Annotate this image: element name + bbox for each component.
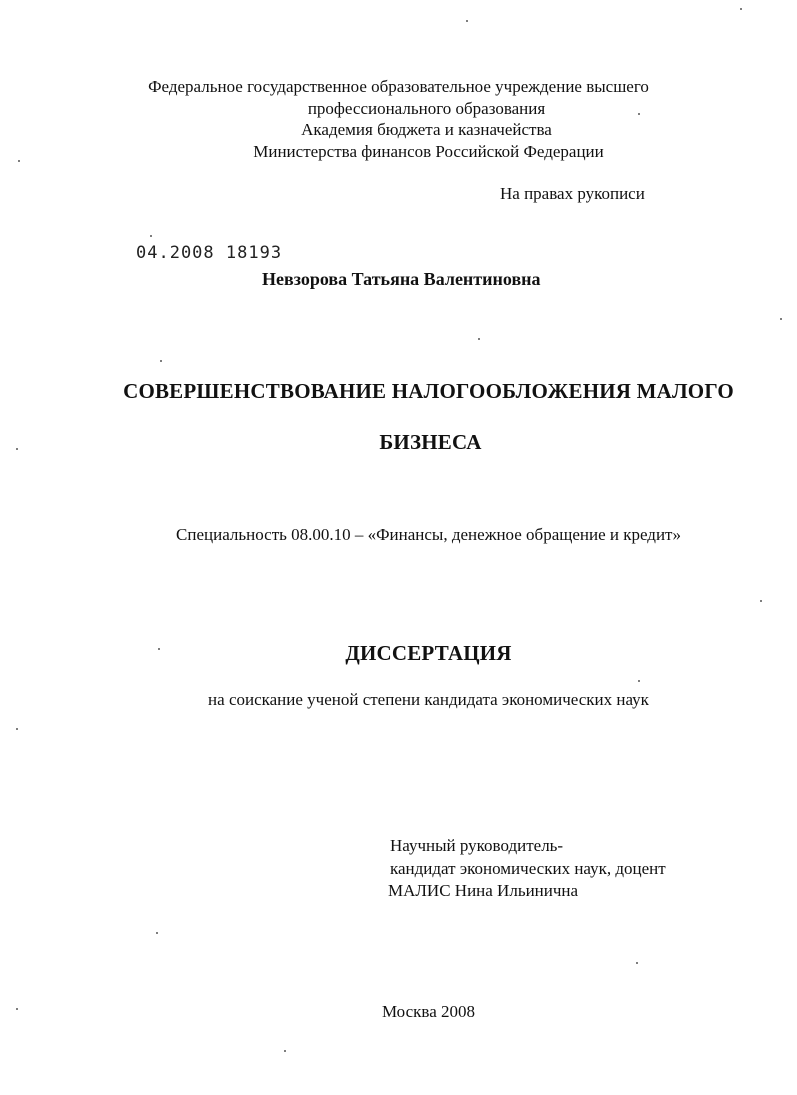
scan-speck — [760, 600, 762, 602]
scan-speck — [636, 962, 638, 964]
supervisor-line-3: МАЛИС Нина Ильинична — [388, 881, 579, 900]
supervisor-line-1: Научный руководитель- — [390, 836, 564, 855]
scan-speck — [478, 338, 480, 340]
scan-speck — [16, 1008, 18, 1010]
scan-speck — [638, 113, 640, 115]
scan-speck — [740, 8, 742, 10]
scan-speck — [16, 448, 18, 450]
scan-speck — [156, 932, 158, 934]
scan-speck — [160, 360, 162, 362]
registration-number: 04.2008 18193 — [136, 243, 283, 263]
institution-line-1: Федеральное государственное образовательное учреждение высшего — [148, 77, 649, 96]
degree: на соискание ученой степени кандидата экономических наук — [208, 690, 649, 709]
scan-speck — [158, 648, 160, 650]
scan-speck — [284, 1050, 286, 1052]
author-name: Невзорова Татьяна Валентиновна — [262, 269, 541, 289]
specialty: Специальность 08.00.10 – «Финансы, денежное обращение и кредит» — [176, 525, 681, 544]
scan-speck — [466, 20, 468, 22]
title-line-2: БИЗНЕСА — [379, 430, 482, 454]
institution-line-4: Министерства финансов Российской Федерации — [253, 142, 604, 161]
institution-line-3: Академия бюджета и казначейства — [301, 120, 552, 139]
city-year: Москва 2008 — [381, 1002, 476, 1021]
institution-line-2: профессионального образования — [307, 99, 546, 118]
scan-speck — [18, 160, 20, 162]
supervisor-line-2: кандидат экономических наук, доцент — [390, 859, 666, 878]
scan-speck — [780, 318, 782, 320]
scan-speck — [16, 728, 18, 730]
document-type: ДИССЕРТАЦИЯ — [345, 641, 512, 665]
scan-speck — [638, 680, 640, 682]
manuscript-note: На правах рукописи — [500, 184, 645, 203]
title-line-1: СОВЕРШЕНСТВОВАНИЕ НАЛОГООБЛОЖЕНИЯ МАЛОГО — [123, 379, 734, 403]
scan-speck — [150, 235, 152, 237]
